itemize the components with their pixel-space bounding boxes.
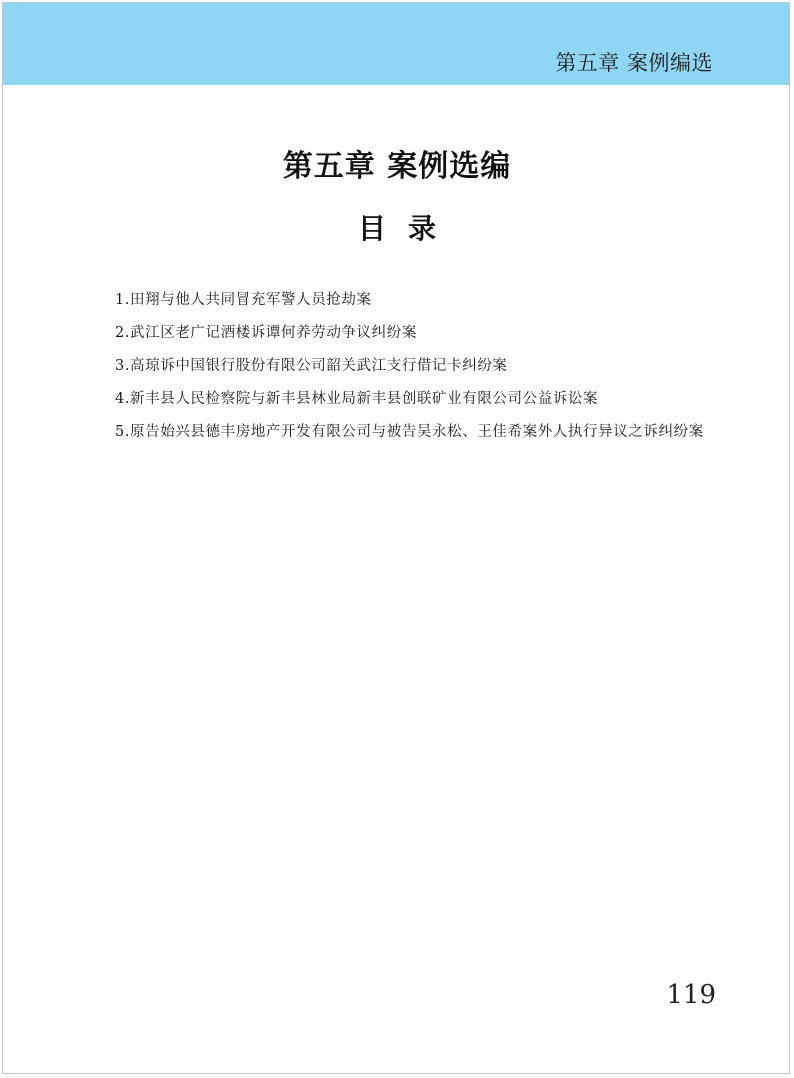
toc-item-2[interactable]: 2.武江区老广记酒楼诉谭何养劳动争议纠纷案: [115, 325, 417, 341]
toc-item-3[interactable]: 3.高琼诉中国银行股份有限公司韶关武江支行借记卡纠纷案: [115, 358, 508, 374]
chapter-title: 第五章 案例选编: [282, 149, 512, 184]
toc-heading: 目录: [357, 212, 458, 245]
toc-item-1[interactable]: 1.田翔与他人共同冒充军警人员抢劫案: [115, 292, 372, 308]
table-of-contents: [77, 284, 725, 449]
page-number: 119: [666, 980, 716, 1010]
toc-item-4[interactable]: 4.新丰县人民检察院与新丰县林业局新丰县创联矿业有限公司公益诉讼案: [115, 391, 599, 407]
toc-item-5[interactable]: 5.原告始兴县德丰房地产开发有限公司与被告吴永松、王佳希案外人执行异议之诉纠纷案: [115, 424, 704, 440]
running-header: [3, 3, 789, 85]
running-header-title: 第五章 案例编选: [555, 51, 713, 75]
